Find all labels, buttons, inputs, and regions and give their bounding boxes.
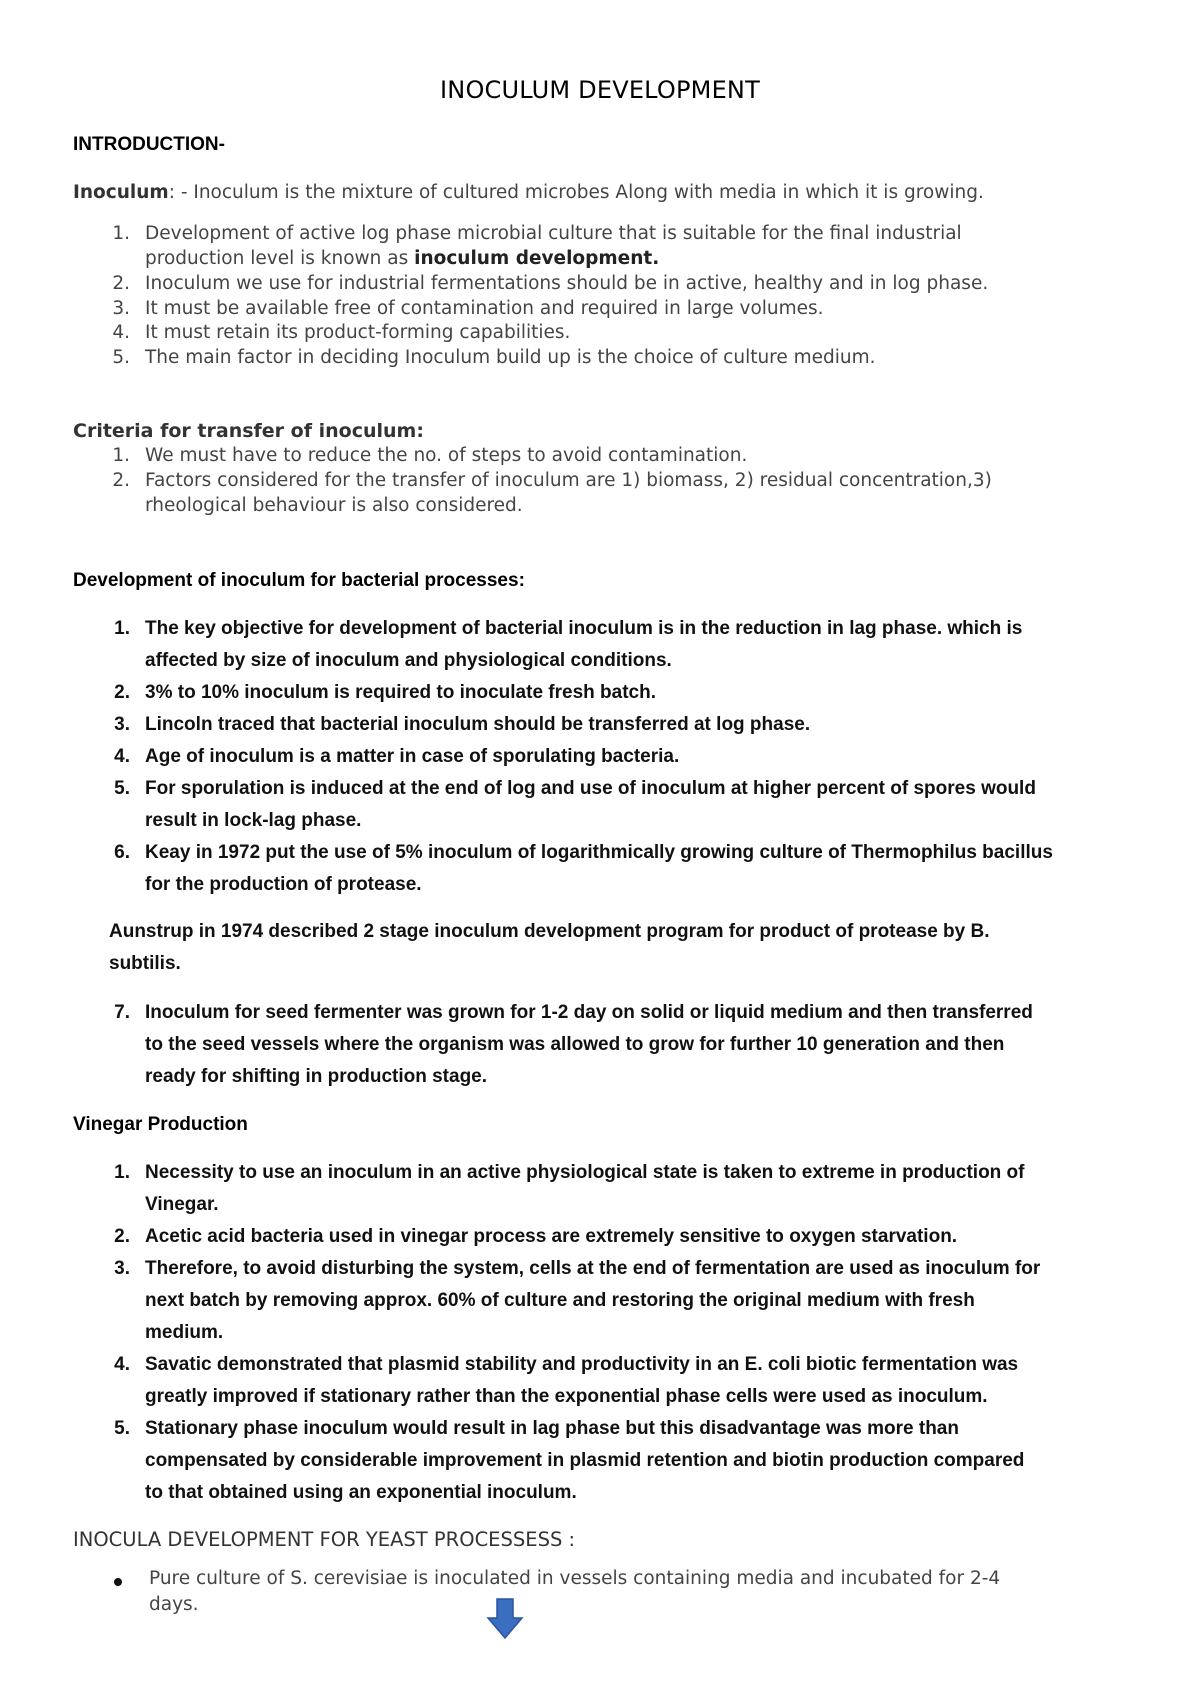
list-number: 2. — [114, 682, 130, 703]
list-item-line: Inoculum we use for industrial fermentations should be in active, healthy and in log phase. — [145, 273, 989, 294]
list-item-line: Age of inoculum is a matter in case of sporulating bacteria. — [145, 746, 680, 767]
list-item-line: The key objective for development of bacterial inoculum is in the reduction in lag phase. which is — [145, 618, 1023, 639]
list-item-line: It must retain its product-forming capabilities. — [145, 322, 571, 343]
intro-heading: INTRODUCTION- — [73, 134, 225, 155]
list-item-line: affected by size of inoculum and physiological conditions. — [145, 650, 672, 671]
list-number: 3. — [114, 714, 130, 735]
list-item-line: The main factor in deciding Inoculum build up is the choice of culture medium. — [145, 347, 876, 368]
list-item-line: Vinegar. — [145, 1194, 219, 1215]
list-item-line: Factors considered for the transfer of inoculum are 1) biomass, 2) residual concentration,3) — [145, 470, 992, 491]
list-item-line: We must have to reduce the no. of steps to avoid contamination. — [145, 445, 748, 466]
definition-term: Inoculum — [73, 182, 169, 203]
list-item-line: Stationary phase inoculum would result in lag phase but this disadvantage was more than — [145, 1418, 959, 1439]
paragraph-line: Aunstrup in 1974 described 2 stage inoculum development program for product of protease by B. — [109, 921, 990, 942]
criteria-heading: Criteria for transfer of inoculum: — [73, 420, 424, 442]
list-item-line: It must be available free of contamination and required in large volumes. — [145, 298, 824, 319]
intro-definition — [73, 182, 984, 203]
list-number: 1. — [112, 223, 130, 244]
list-item-line: 3% to 10% inoculum is required to inoculate fresh batch. — [145, 682, 656, 703]
list-item-line: Acetic acid bacteria used in vinegar process are extremely sensitive to oxygen starvation. — [145, 1226, 958, 1247]
vinegar-heading: Vinegar Production — [73, 1114, 248, 1135]
paragraph-line: subtilis. — [109, 953, 181, 974]
list-number: 1. — [112, 445, 130, 466]
list-number: 4. — [112, 322, 130, 343]
list-number: 4. — [114, 746, 130, 767]
list-number: 1. — [114, 1162, 130, 1183]
down-arrow-icon — [486, 1598, 524, 1640]
bacterial-heading: Development of inoculum for bacterial processes: — [73, 570, 525, 591]
list-item-line: Therefore, to avoid disturbing the system, cells at the end of fermentation are used as inoculum for — [145, 1258, 1041, 1279]
list-number: 6. — [114, 842, 130, 863]
list-item-line: next batch by removing approx. 60% of culture and restoring the original medium with fresh — [145, 1290, 975, 1311]
list-item-line: Inoculum for seed fermenter was grown for 1-2 day on solid or liquid medium and then transferred — [145, 1002, 1033, 1023]
list-number: 7. — [114, 1002, 130, 1023]
list-item-line: compensated by considerable improvement in plasmid retention and biotin production compared — [145, 1450, 1025, 1471]
list-item-line: to that obtained using an exponential inoculum. — [145, 1482, 577, 1503]
list-number: 1. — [114, 618, 130, 639]
page-title: INOCULUM DEVELOPMENT — [440, 76, 760, 104]
bullet-icon — [114, 1578, 122, 1586]
list-item-line: production level is known as inoculum development. — [145, 248, 660, 269]
list-number: 3. — [112, 298, 130, 319]
list-number: 2. — [112, 470, 130, 491]
list-item-line: to the seed vessels where the organism was allowed to grow for further 10 generation and then — [145, 1034, 1005, 1055]
list-number: 2. — [114, 1226, 130, 1247]
list-item-line: result in lock-lag phase. — [145, 810, 362, 831]
list-number: 3. — [114, 1258, 130, 1279]
list-number: 5. — [112, 347, 130, 368]
list-item-line: greatly improved if stationary rather than the exponential phase cells were used as inoculum. — [145, 1386, 988, 1407]
list-item-line: for the production of protease. — [145, 874, 422, 895]
list-number: 4. — [114, 1354, 130, 1375]
bullet-line: Pure culture of S. cerevisiae is inoculated in vessels containing media and incubated for 2-4 — [149, 1568, 1001, 1589]
bold-term: inoculum development. — [414, 248, 660, 269]
list-number: 2. — [112, 273, 130, 294]
list-item-line: Savatic demonstrated that plasmid stability and productivity in an E. coli biotic fermentation was — [145, 1354, 1019, 1375]
list-item-line: Development of active log phase microbial culture that is suitable for the final industrial — [145, 223, 962, 244]
list-item-line: rheological behaviour is also considered. — [145, 495, 523, 516]
list-item-line: Keay in 1972 put the use of 5% inoculum of logarithmically growing culture of Thermophilus bacillus — [145, 842, 1053, 863]
list-item-line: For sporulation is induced at the end of log and use of inoculum at higher percent of spores would — [145, 778, 1036, 799]
list-number: 5. — [114, 1418, 130, 1439]
bullet-line: days. — [149, 1594, 199, 1615]
list-item-line: Necessity to use an inoculum in an active physiological state is taken to extreme in production of — [145, 1162, 1025, 1183]
list-number: 5. — [114, 778, 130, 799]
definition-text: : - Inoculum is the mixture of cultured microbes Along with media in which it is growing. — [168, 182, 984, 203]
list-item-line: Lincoln traced that bacterial inoculum should be transferred at log phase. — [145, 714, 811, 735]
yeast-heading: INOCULA DEVELOPMENT FOR YEAST PROCESSESS : — [73, 1528, 576, 1551]
list-item-line: medium. — [145, 1322, 224, 1343]
list-item-line: ready for shifting in production stage. — [145, 1066, 488, 1087]
